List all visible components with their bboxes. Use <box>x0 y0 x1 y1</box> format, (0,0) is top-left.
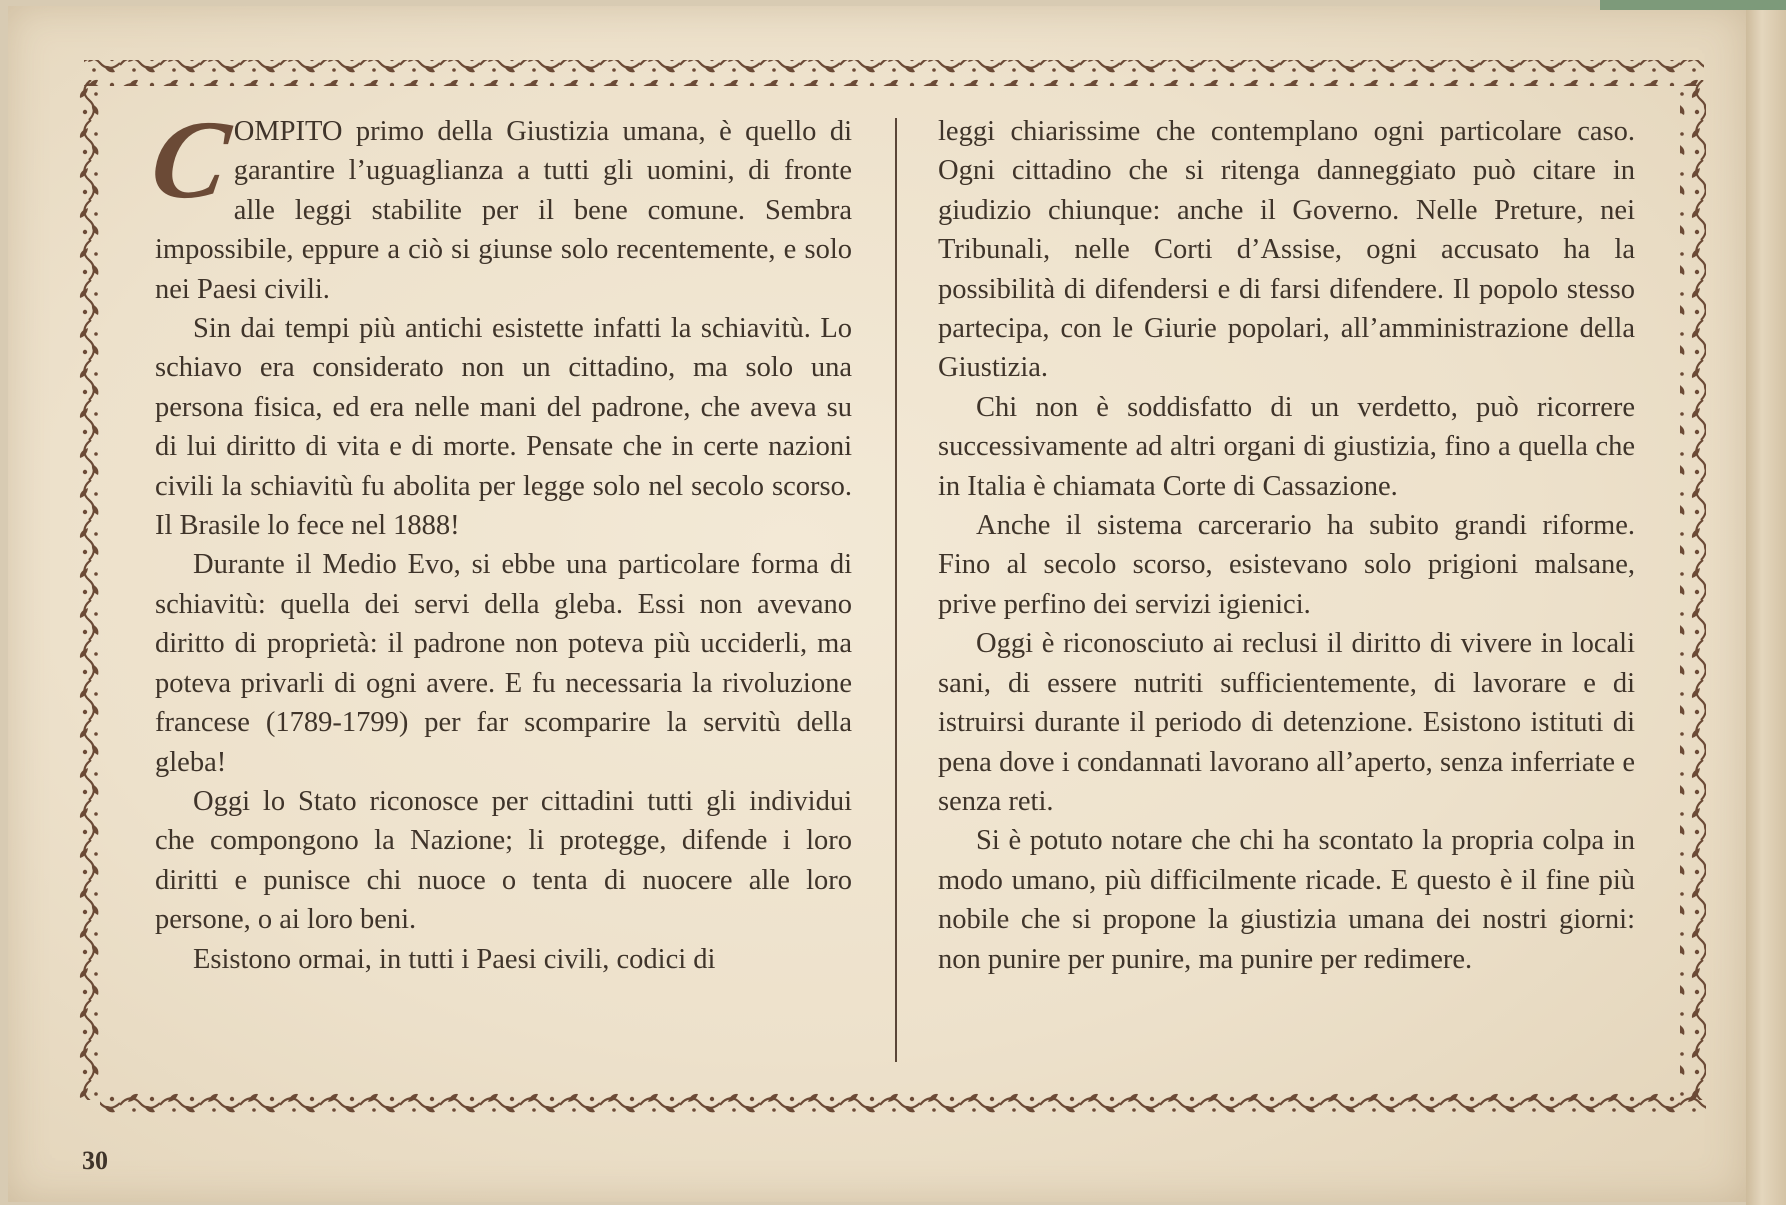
paragraph: Esistono ormai, in tutti i Paesi civili, codici di <box>193 943 716 975</box>
paragraph: Sin dai tempi più antichi esistette infatti la schiavitù. Lo schiavo era considerato non un cittadino, ma solo una persona fisica, ed era nelle mani del padrone, che aveva su di lui diritto di vita e di morte. Pensate che in certe nazioni civili la schiavitù fu abolita per legge solo nel secolo scorso. Il Brasile lo fece nel 1888! <box>155 313 852 542</box>
paragraph: Si è potuto notare che chi ha scontato la propria colpa in modo umano, più difficilmente ricade. E questo è il fine più nobile che si propone la giustizia umana dei nostri giorni: non punire per punire, ma punire per redimere. <box>938 825 1635 975</box>
right-column <box>938 112 1635 979</box>
left-column <box>144 98 852 979</box>
drop-cap: C <box>144 98 237 222</box>
paragraph: Chi non è soddisfatto di un verdetto, può ricorrere successivamente ad altri organi di giustizia, fino a quella che in Italia è chiamata Corte di Cassazione. <box>938 391 1635 502</box>
paragraph: Durante il Medio Evo, si ebbe una particolare forma di schiavitù: quella dei servi della gleba. Essi non avevano diritto di proprietà: il padrone non poteva più ucciderli, ma poteva privarli di ogni avere. E fu necessaria la rivoluzione francese (1789-1799) per far scomparire la servitù della gleba! <box>155 549 852 778</box>
paragraph: Oggi è riconosciuto ai reclusi il diritto di vivere in locali sani, di essere nutriti sufficientemente, di lavorare e di istruirsi durante il periodo di detenzione. Esistono istituti di pena dove i condannati lavorano all’aperto, senza inferriate e senza reti. <box>938 628 1635 817</box>
page-number: 30 <box>82 1146 108 1175</box>
paragraph: Oggi lo Stato riconosce per cittadini tutti gli individui che compongono la Nazione; li protegge, difende i loro diritti e punisce chi nuoce o tenta di nuocere alle loro persone, o ai loro beni. <box>155 785 852 936</box>
paragraph <box>144 98 852 309</box>
paragraph: Anche il sistema carcerario ha subito grandi riforme. Fino al secolo scorso, esistevano solo prigioni malsane, prive perfino dei servizi igienici. <box>938 510 1635 620</box>
border-top <box>84 60 1704 86</box>
paragraph: leggi chiarissime che contemplano ogni particolare caso. Ogni cittadino che si ritenga danneggiato può citare in giudizio chiunque: anche il Governo. Nelle Preture, nei Tribunali, nelle Corti d’Assise, ogni accusato ha la possibilità di difendersi e di farsi difendere. Il popolo stesso partecipa, con le Giurie popolari, all’amministrazione della Giustizia. <box>938 116 1635 384</box>
column-divider <box>895 118 897 1062</box>
border-bottom <box>100 1092 1706 1118</box>
paragraph-text: OMPITO primo della Giustizia umana, è quello di garantire l’uguaglianza a tutti gli uomini, di fronte alle leggi stabilite per il bene comune. Sembra impossibile, eppure a ciò si giunse solo recentemente, e solo nei Paesi civili. <box>155 116 852 305</box>
border-left <box>78 80 104 1100</box>
border-right <box>1680 80 1706 1100</box>
